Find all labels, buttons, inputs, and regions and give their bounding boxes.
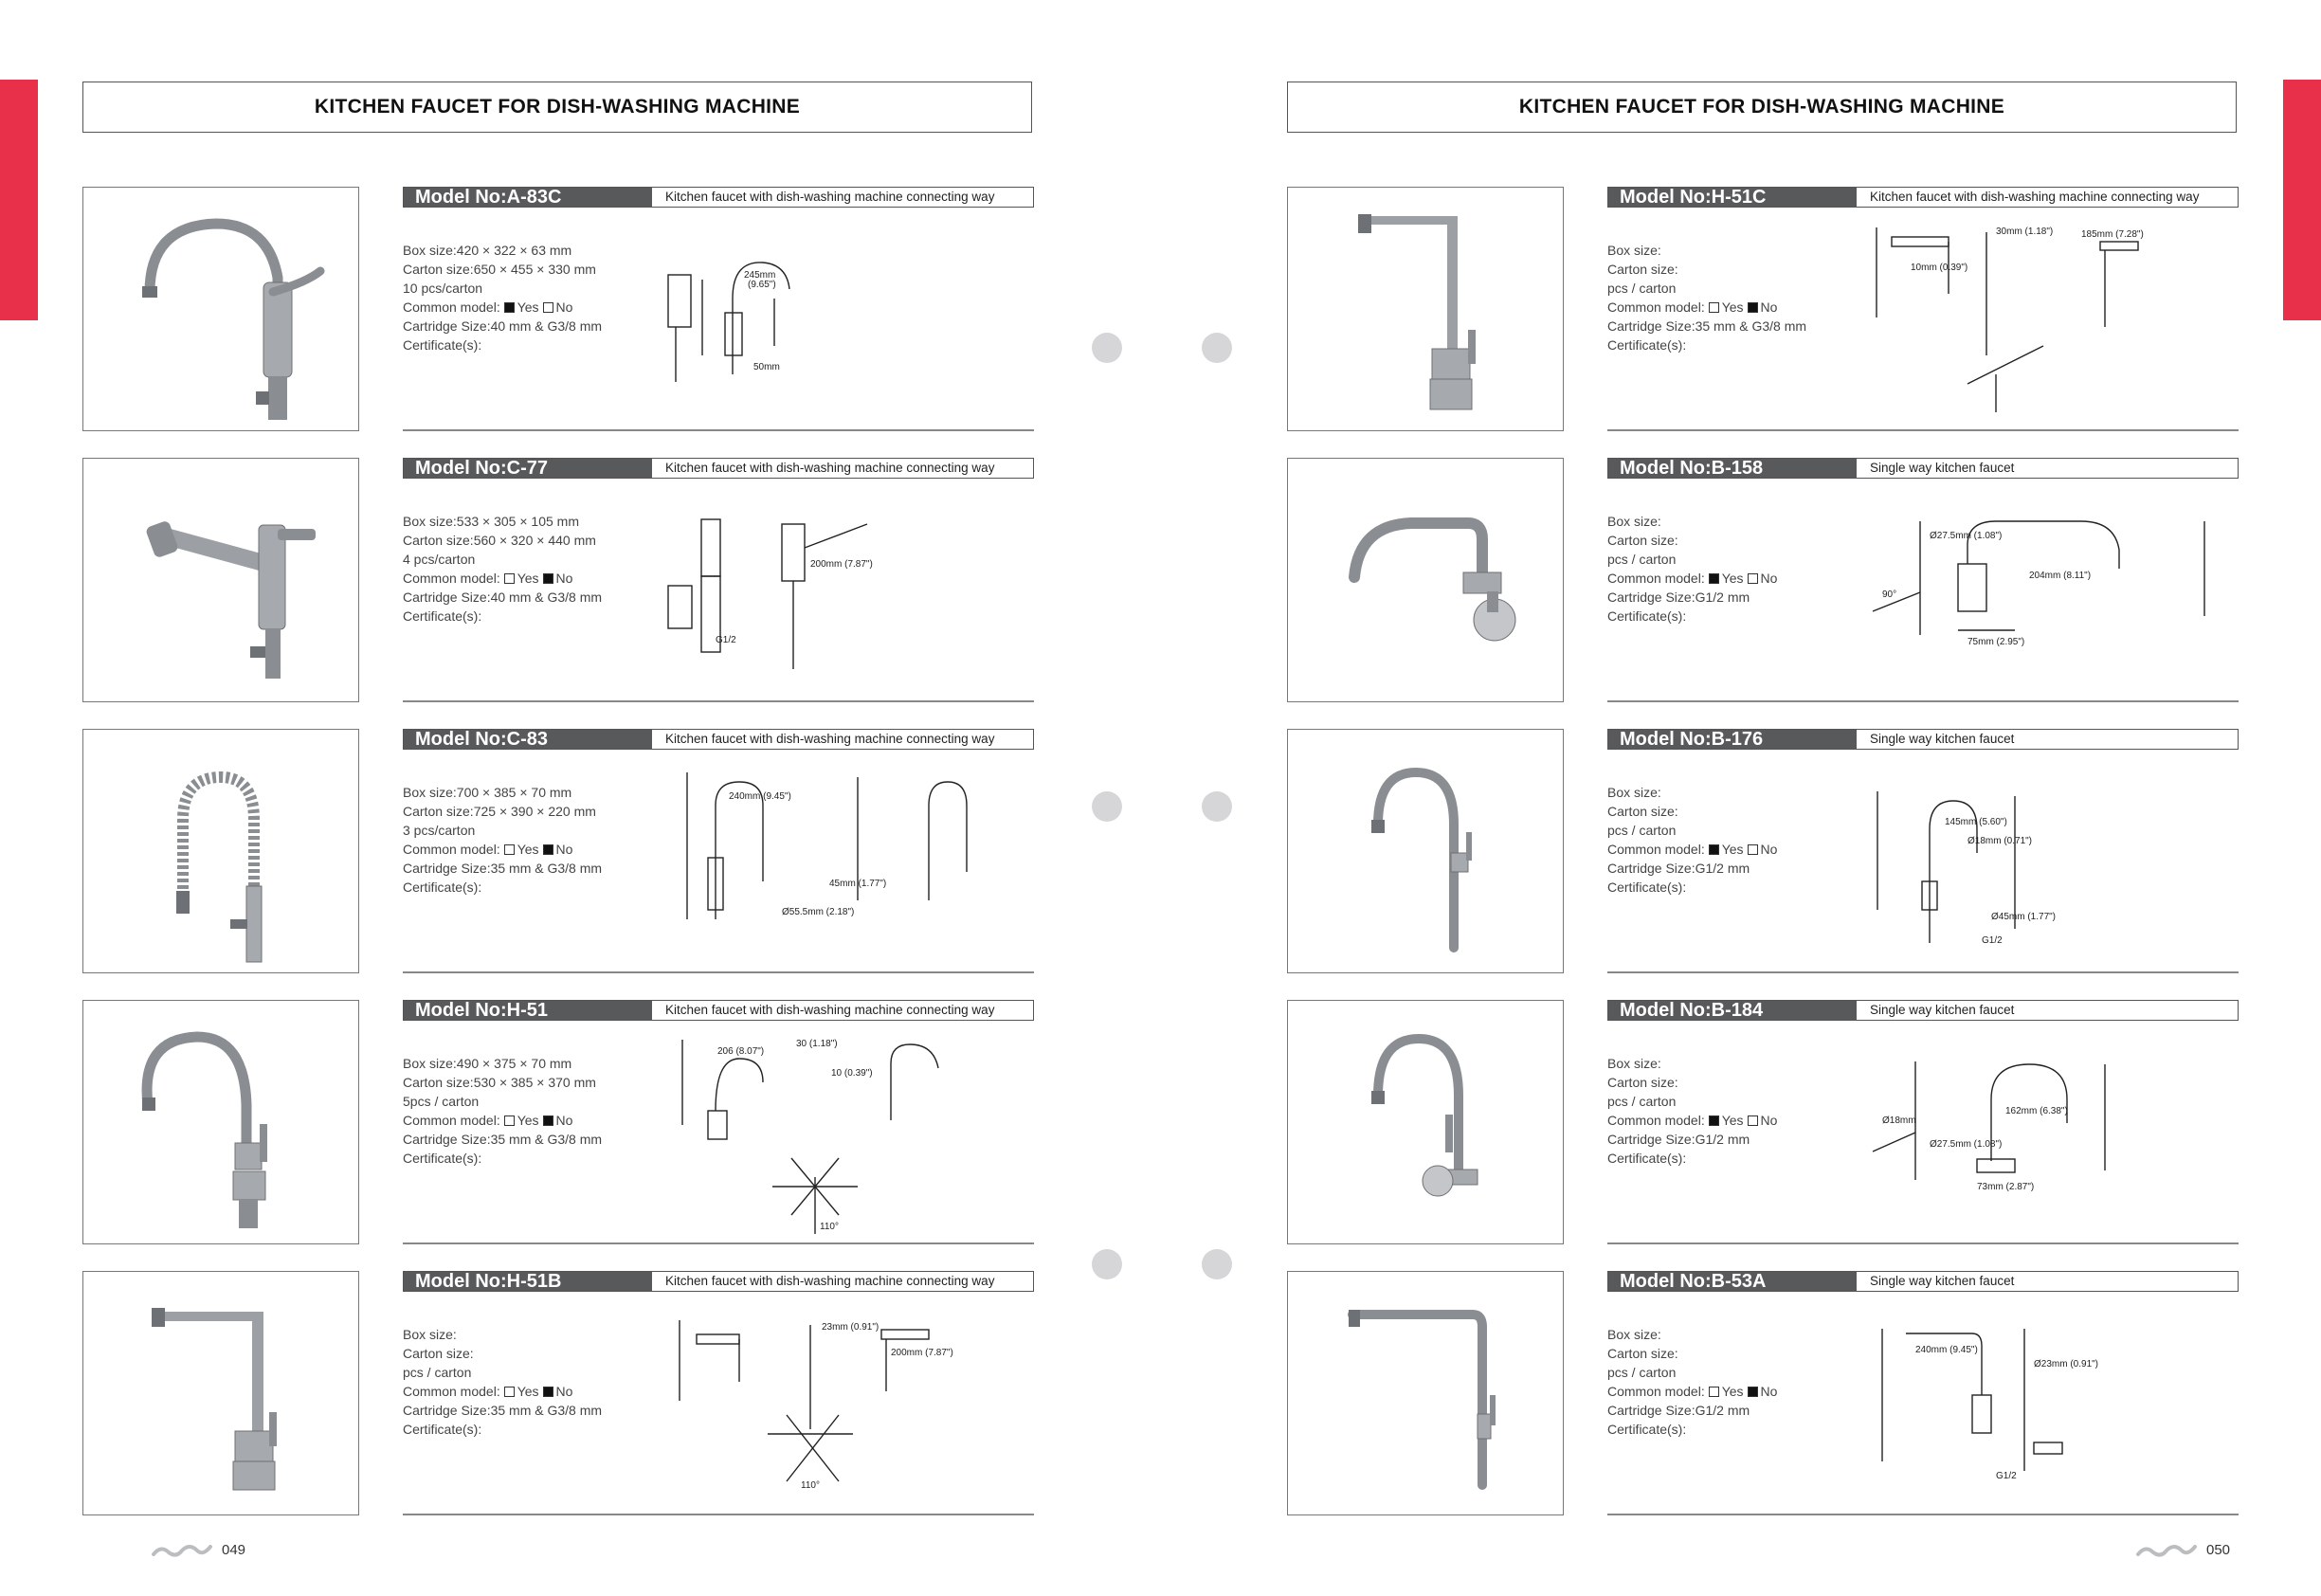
carton-size: Carton size:650 × 455 × 330 mm <box>403 262 596 277</box>
model-header <box>403 187 1034 208</box>
dim-label: 240mm (9.45") <box>1915 1345 1978 1355</box>
spec-list <box>403 1054 644 1168</box>
product-photo <box>1287 729 1564 973</box>
row-divider <box>403 429 1034 431</box>
row-divider <box>403 1514 1034 1515</box>
box-size: Box size: <box>1607 243 1661 258</box>
certificates: Certificate(s): <box>403 608 482 624</box>
common-model: Common model: Yes No <box>1607 1113 1778 1128</box>
faucet-image <box>1288 1001 1565 1245</box>
box-size: Box size:700 × 385 × 70 mm <box>403 785 572 800</box>
faucet-image <box>1288 188 1565 432</box>
dim-label: Ø18mm (0.71") <box>1967 836 2033 846</box>
checkbox-yes <box>504 573 515 584</box>
model-description: Single way kitchen faucet <box>1870 461 2015 475</box>
pcs-per-carton: 4 pcs/carton <box>403 552 476 567</box>
model-header <box>403 1271 1034 1292</box>
dim-label: 200mm (7.87") <box>891 1348 953 1358</box>
model-header <box>1607 458 2239 479</box>
checkbox-yes <box>1709 573 1719 584</box>
faucet-image <box>1288 459 1565 703</box>
binder-hole <box>1202 1249 1232 1279</box>
dim-label: 240mm (9.45") <box>729 791 791 802</box>
faucet-image <box>83 730 360 974</box>
technical-drawing <box>1863 787 2057 952</box>
dim-label: 90° <box>1882 589 1897 600</box>
checkbox-yes <box>504 302 515 313</box>
product-photo <box>82 729 359 973</box>
carton-size: Carton size:560 × 320 × 440 mm <box>403 533 596 548</box>
dim-label: 10mm (0.39") <box>1911 263 1968 273</box>
spec-list <box>403 783 644 897</box>
checkbox-no <box>1748 302 1758 313</box>
model-number: Model No:C-77 <box>404 459 652 478</box>
dim-label: Ø23mm (0.91") <box>2034 1359 2099 1369</box>
pcs-per-carton: 5pcs / carton <box>403 1094 480 1109</box>
row-divider <box>1607 971 2239 973</box>
dim-label: 204mm (8.11") <box>2029 571 2092 581</box>
carton-size: Carton size: <box>1607 1075 1678 1090</box>
right-red-tab <box>2283 80 2321 320</box>
pcs-per-carton: pcs / carton <box>1607 1365 1677 1380</box>
dim-label: 245mm <box>744 270 776 281</box>
technical-drawing <box>659 1035 952 1239</box>
page-number: 050 <box>2206 1542 2231 1558</box>
common-model: Common model: Yes No <box>1607 842 1778 857</box>
pcs-per-carton: pcs / carton <box>1607 1094 1677 1109</box>
cartridge-size: Cartridge Size:35 mm & G3/8 mm <box>403 1403 603 1418</box>
certificates: Certificate(s): <box>403 1151 482 1166</box>
brand-logo-icon <box>152 1543 212 1558</box>
certificates: Certificate(s): <box>1607 1151 1687 1166</box>
certificates: Certificate(s): <box>403 880 482 895</box>
faucet-image <box>83 1001 360 1245</box>
model-number: Model No:H-51C <box>1608 188 1857 207</box>
cartridge-size: Cartridge Size:35 mm & G3/8 mm <box>403 861 603 876</box>
box-size: Box size: <box>1607 1327 1661 1342</box>
carton-size: Carton size: <box>1607 533 1678 548</box>
binder-hole <box>1092 333 1122 363</box>
spec-list <box>1607 1054 1849 1168</box>
model-number: Model No:B-184 <box>1608 1001 1857 1020</box>
checkbox-yes <box>504 1387 515 1397</box>
dim-label: 110° <box>820 1222 839 1232</box>
cartridge-size: Cartridge Size:G1/2 mm <box>1607 1132 1750 1147</box>
model-description: Kitchen faucet with dish-washing machine connecting way <box>665 1274 995 1288</box>
left-red-tab <box>0 80 38 320</box>
carton-size: Carton size: <box>403 1346 474 1361</box>
dim-label: Ø27.5mm (1.08") <box>1930 1139 2003 1150</box>
model-description: Kitchen faucet with dish-washing machine connecting way <box>665 1003 995 1017</box>
carton-size: Carton size:530 × 385 × 370 mm <box>403 1075 596 1090</box>
common-model: Common model: Yes No <box>1607 571 1778 586</box>
spec-list <box>1607 241 1849 354</box>
dim-label: 200mm (7.87") <box>810 559 873 570</box>
dim-label: 145mm (5.60") <box>1945 817 2007 827</box>
box-size: Box size: <box>1607 785 1661 800</box>
cartridge-size: Cartridge Size:G1/2 mm <box>1607 861 1750 876</box>
certificates: Certificate(s): <box>403 1422 482 1437</box>
box-size: Box size:490 × 375 × 70 mm <box>403 1056 572 1071</box>
model-description: Kitchen faucet with dish-washing machine connecting way <box>665 461 995 475</box>
common-model: Common model: Yes No <box>403 842 573 857</box>
cartridge-size: Cartridge Size:40 mm & G3/8 mm <box>403 589 603 605</box>
technical-drawing <box>1863 223 2148 417</box>
box-size: Box size:533 × 305 × 105 mm <box>403 514 579 529</box>
technical-drawing <box>659 510 877 676</box>
faucet-image <box>83 459 360 703</box>
spec-list <box>1607 783 1849 897</box>
carton-size: Carton size:725 × 390 × 220 mm <box>403 804 596 819</box>
row-divider <box>1607 1514 2239 1515</box>
carton-size: Carton size: <box>1607 804 1678 819</box>
model-description: Single way kitchen faucet <box>1870 1003 2015 1017</box>
checkbox-yes <box>1709 302 1719 313</box>
product-photo <box>1287 1271 1564 1515</box>
row-divider <box>1607 700 2239 702</box>
spec-list <box>1607 1325 1849 1439</box>
binder-hole <box>1092 791 1122 822</box>
checkbox-yes <box>1709 1115 1719 1126</box>
model-number: Model No:C-83 <box>404 730 652 749</box>
pcs-per-carton: pcs / carton <box>1607 552 1677 567</box>
row-divider <box>1607 429 2239 431</box>
technical-drawing <box>659 242 839 384</box>
pcs-per-carton: pcs / carton <box>403 1365 472 1380</box>
row-divider <box>403 1242 1034 1244</box>
model-header <box>1607 729 2239 750</box>
binder-hole <box>1202 333 1232 363</box>
technical-drawing <box>659 768 971 948</box>
certificates: Certificate(s): <box>403 337 482 353</box>
right-page-title: KITCHEN FAUCET FOR DISH-WASHING MACHINE <box>1287 82 2237 133</box>
model-header <box>1607 187 2239 208</box>
model-description: Kitchen faucet with dish-washing machine connecting way <box>665 190 995 204</box>
dim-label: 23mm (0.91") <box>822 1322 879 1333</box>
dim-label: 30mm (1.18") <box>1996 227 2054 237</box>
model-header <box>1607 1271 2239 1292</box>
certificates: Certificate(s): <box>1607 880 1687 895</box>
cartridge-size: Cartridge Size:G1/2 mm <box>1607 1403 1750 1418</box>
model-description: Single way kitchen faucet <box>1870 732 2015 746</box>
dim-label: Ø18mm <box>1882 1115 1916 1126</box>
faucet-image <box>1288 730 1565 974</box>
checkbox-no <box>543 1115 553 1126</box>
checkbox-no <box>1748 844 1758 855</box>
row-divider <box>1607 1242 2239 1244</box>
model-number: Model No:B-176 <box>1608 730 1857 749</box>
certificates: Certificate(s): <box>1607 1422 1687 1437</box>
product-photo <box>82 1000 359 1244</box>
dim-label: 10 (0.39") <box>831 1068 873 1079</box>
dim-label: 30 (1.18") <box>796 1039 838 1049</box>
technical-drawing <box>1863 1319 2099 1485</box>
box-size: Box size: <box>1607 1056 1661 1071</box>
box-size: Box size: <box>1607 514 1661 529</box>
spec-list <box>403 1325 644 1439</box>
dim-label: 50mm <box>753 362 780 372</box>
certificates: Certificate(s): <box>1607 337 1687 353</box>
dim-label: 75mm (2.95") <box>1967 637 2025 647</box>
checkbox-no <box>543 302 553 313</box>
row-divider <box>403 971 1034 973</box>
checkbox-yes <box>1709 1387 1719 1397</box>
model-description: Kitchen faucet with dish-washing machine connecting way <box>665 732 995 746</box>
model-number: Model No:A-83C <box>404 188 652 207</box>
dim-label: 206 (8.07") <box>717 1046 765 1057</box>
technical-drawing <box>659 1315 953 1496</box>
product-photo <box>1287 1000 1564 1244</box>
checkbox-no <box>543 844 553 855</box>
technical-drawing <box>1863 1057 2119 1199</box>
model-number: Model No:H-51B <box>404 1272 652 1291</box>
dim-label: 162mm (6.38") <box>2005 1106 2068 1116</box>
spec-list <box>1607 512 1849 626</box>
checkbox-no <box>543 573 553 584</box>
checkbox-no <box>1748 1115 1758 1126</box>
dim-label: G1/2 <box>1982 935 2003 946</box>
model-number: Model No:H-51 <box>404 1001 652 1020</box>
technical-drawing <box>1863 512 2219 663</box>
spec-list <box>403 241 644 354</box>
binder-hole <box>1202 791 1232 822</box>
dim-label: Ø45mm (1.77") <box>1991 912 2057 922</box>
product-photo <box>1287 187 1564 431</box>
common-model: Common model: Yes No <box>403 571 573 586</box>
pcs-per-carton: 3 pcs/carton <box>403 823 476 838</box>
row-divider <box>403 700 1034 702</box>
pcs-per-carton: 10 pcs/carton <box>403 281 483 296</box>
model-header <box>403 458 1034 479</box>
checkbox-no <box>543 1387 553 1397</box>
model-header <box>403 1000 1034 1021</box>
common-model: Common model: Yes No <box>403 1384 573 1399</box>
pcs-per-carton: pcs / carton <box>1607 823 1677 838</box>
dim-label: (9.65") <box>748 280 776 290</box>
dim-label: Ø27.5mm (1.08") <box>1930 531 2003 541</box>
dim-label: G1/2 <box>1996 1471 2017 1481</box>
checkbox-yes <box>504 844 515 855</box>
dim-label: 45mm (1.77") <box>829 879 887 889</box>
model-description: Kitchen faucet with dish-washing machine connecting way <box>1870 190 2200 204</box>
model-header <box>403 729 1034 750</box>
certificates: Certificate(s): <box>1607 608 1687 624</box>
checkbox-yes <box>504 1115 515 1126</box>
checkbox-no <box>1748 573 1758 584</box>
model-description: Single way kitchen faucet <box>1870 1274 2015 1288</box>
box-size: Box size:420 × 322 × 63 mm <box>403 243 572 258</box>
cartridge-size: Cartridge Size:G1/2 mm <box>1607 589 1750 605</box>
product-photo <box>82 187 359 431</box>
faucet-image <box>83 1272 360 1516</box>
carton-size: Carton size: <box>1607 262 1678 277</box>
checkbox-yes <box>1709 844 1719 855</box>
common-model: Common model: Yes No <box>1607 1384 1778 1399</box>
common-model: Common model: Yes No <box>403 299 573 315</box>
product-photo <box>1287 458 1564 702</box>
cartridge-size: Cartridge Size:35 mm & G3/8 mm <box>1607 318 1807 334</box>
model-header <box>1607 1000 2239 1021</box>
carton-size: Carton size: <box>1607 1346 1678 1361</box>
box-size: Box size: <box>403 1327 457 1342</box>
dim-label: Ø55.5mm (2.18") <box>782 907 855 917</box>
common-model: Common model: Yes No <box>1607 299 1778 315</box>
binder-hole <box>1092 1249 1122 1279</box>
dim-label: 110° <box>801 1480 820 1491</box>
pcs-per-carton: pcs / carton <box>1607 281 1677 296</box>
cartridge-size: Cartridge Size:40 mm & G3/8 mm <box>403 318 603 334</box>
model-number: Model No:B-53A <box>1608 1272 1857 1291</box>
faucet-image <box>1288 1272 1565 1516</box>
checkbox-no <box>1748 1387 1758 1397</box>
common-model: Common model: Yes No <box>403 1113 573 1128</box>
spec-list <box>403 512 644 626</box>
cartridge-size: Cartridge Size:35 mm & G3/8 mm <box>403 1132 603 1147</box>
faucet-image <box>83 188 360 432</box>
model-number: Model No:B-158 <box>1608 459 1857 478</box>
left-page-title: KITCHEN FAUCET FOR DISH-WASHING MACHINE <box>82 82 1032 133</box>
page-number: 049 <box>222 1542 246 1558</box>
product-photo <box>82 1271 359 1515</box>
dim-label: 185mm (7.28") <box>2081 229 2144 240</box>
product-photo <box>82 458 359 702</box>
dim-label: 73mm (2.87") <box>1977 1182 2035 1192</box>
brand-logo-icon <box>2136 1543 2197 1558</box>
dim-label: G1/2 <box>716 635 736 645</box>
